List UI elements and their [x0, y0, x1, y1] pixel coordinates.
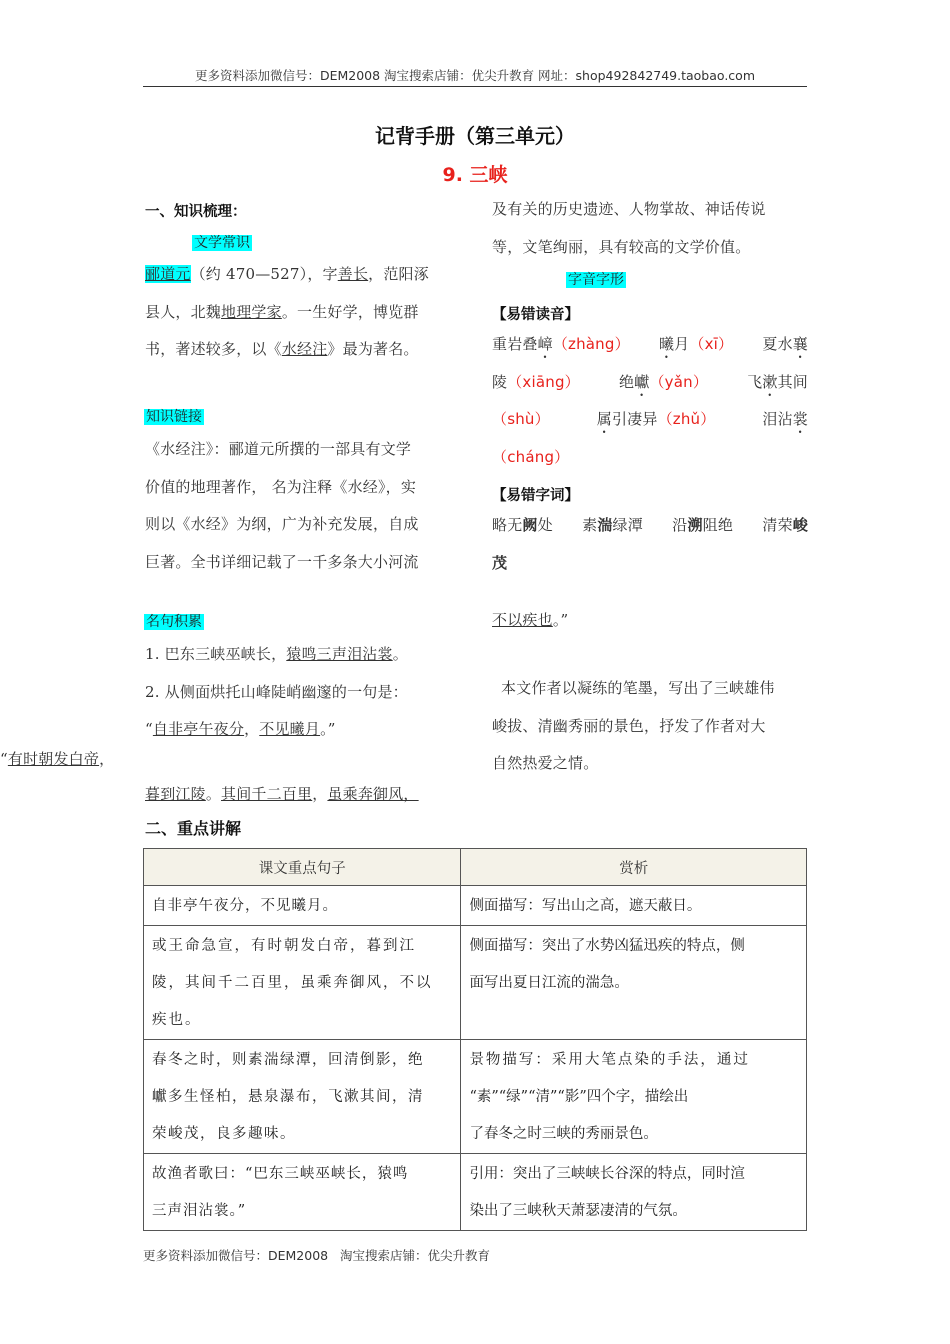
sentence-cell: 自非亭午夜分，不见曦月。 [144, 886, 461, 926]
quote-line-3a: “有时朝发白帝， [0, 750, 115, 768]
author-name: 郦道元 [145, 265, 191, 283]
sentence-cell: 春冬之时，则素湍绿潭，回清倒影，绝 巘多生怪柏，悬泉瀑布，飞漱其间，清 荣峻茂，良多趣味。 [144, 1040, 461, 1154]
continued-text: 及有关的历史遗迹、人物掌故、神话传说 等，文笔绚丽，具有较高的文学价值。 [492, 200, 766, 256]
tag-famous-quotes: 名句积累 [146, 614, 202, 630]
pronunciation-heading: 【易错读音】 [492, 307, 579, 323]
table-row [144, 1040, 807, 1154]
summary-text: 本文作者以凝练的笔墨，写出了三峡雄伟 峻拔、清幽秀丽的景色，抒发了作者对大 自然热爱之情。 [492, 679, 775, 772]
quote-line-3b: 暮到江陵。其间千二百里，虽乘奔御风， [145, 785, 419, 803]
tag-pronunciation: 字音字形 [568, 272, 624, 288]
literature-text: 郦道元（约 470—527），字善长，范阳涿 县人，北魏地理学家。一生好学，博览群 书，著述较多，以《水经注》最为著名。 [145, 265, 429, 358]
page-footer: 更多资料添加微信号：DEM2008 淘宝搜索店铺：优尖升教育 [143, 1248, 491, 1263]
analysis-cell: 侧面描写：写出山之高，遮天蔽日。 [461, 886, 807, 926]
section-heading-1: 一、知识梳理： [145, 204, 247, 220]
knowledge-link-text: 《水经注》：郦道元所撰的一部具有文学 价值的地理著作， 名为注释《水经》，实 则以《水经》为纲，广为补充发展，自成 巨著。全书详细记载了一千多条大小河流 [145, 440, 419, 571]
table-header-row [144, 849, 807, 886]
column-header-analysis: 赏析 [461, 849, 807, 886]
quote-list: 1. 巴东三峡巫峡长，猿鸣三声泪沾裳。 2. 从侧面烘托山峰陡峭幽邃的一句是： “自非亭午夜分，不见曦月。” [145, 645, 408, 738]
page-title: 记背手册（第三单元） [375, 124, 575, 148]
tag-literature: 文学常识 [194, 235, 250, 251]
continued-quote: 不以疾也。” [492, 611, 569, 629]
pronunciation-list: 重岩叠嶂（zhàng） 曦月（xī） 夏水襄 陵（xiāng） 绝巘（yǎn） 飞漱其间 （shù） 属引凄异（zhǔ） 泪沾裳 （cháng） [492, 335, 808, 466]
table-row [144, 886, 807, 926]
lesson-title: 9. 三峡 [442, 164, 508, 186]
header-rule [143, 86, 807, 87]
column-header-sentence: 课文重点句子 [144, 849, 461, 886]
table-row [144, 1154, 807, 1231]
tag-knowledge-link: 知识链接 [146, 409, 202, 425]
analysis-cell: 引用：突出了三峡峡长谷深的特点，同时渲 染出了三峡秋天萧瑟凄清的气氛。 [461, 1154, 807, 1231]
page-header: 更多资料添加微信号：DEM2008 淘宝搜索店铺：优尖升教育 网址：shop492842749.taobao.com [194, 68, 756, 83]
section-heading-2: 二、重点讲解 [145, 819, 242, 838]
error-chars-heading: 【易错字词】 [492, 488, 579, 504]
key-sentences-table [143, 848, 807, 1231]
analysis-cell: 景物描写：采用大笔点染的手法，通过 “素”“绿”“清”“影”四个字，描绘出 了春冬之时三峡的秀丽景色。 [461, 1040, 807, 1154]
table-row [144, 926, 807, 1040]
analysis-cell: 侧面描写：突出了水势凶猛迅疾的特点，侧 面写出夏日江流的湍急。 [461, 926, 807, 1040]
sentence-cell: 故渔者歌曰：“巴东三峡巫峡长，猿鸣 三声泪沾裳。” [144, 1154, 461, 1231]
sentence-cell: 或王命急宣，有时朝发白帝，暮到江 陵，其间千二百里，虽乘奔御风，不以 疾也。 [144, 926, 461, 1040]
error-chars-list: 略无阙处 素湍绿潭 沿溯阻绝 清荣峻 茂 [492, 516, 808, 572]
